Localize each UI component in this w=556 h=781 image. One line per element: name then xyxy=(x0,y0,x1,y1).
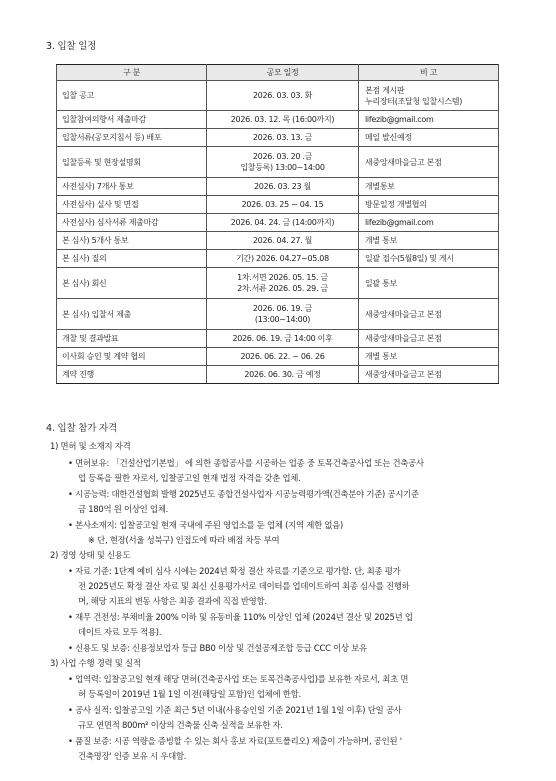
table-row xyxy=(57,232,499,250)
cell-schedule xyxy=(207,147,359,178)
table-row xyxy=(57,81,499,111)
list-item-cont: 업 등록을 필한 자로서, 입찰공고일 현재 법정 자격을 갖춘 업체. xyxy=(78,473,301,483)
list-item: • 시공능력: 대한건설협회 발행 2025년도 종합건설사업자 시공능력평가액(건축분야 기준) 공시기준 xyxy=(68,489,419,499)
section-3-title: 3. 입찰 일정 xyxy=(46,41,97,52)
table-row xyxy=(57,196,499,214)
cell-note xyxy=(359,111,499,129)
schedule-line: 2026. 06. 19. 금 14:00 이후 xyxy=(232,334,333,343)
table-row xyxy=(57,111,499,129)
cell-schedule xyxy=(207,366,359,384)
cell-category: 본 심사) 5개사 통보 xyxy=(57,232,207,250)
note-line: 본점 게시판 xyxy=(365,85,405,95)
cell-category: 본 심사) 회신 xyxy=(57,268,207,299)
table-row xyxy=(57,147,499,178)
list-item-cont: 건축명장' 인증 보유 시 우대함. xyxy=(78,751,187,761)
list-item-cont: 허 등록일이 2019년 1월 1일 이전(해당일 포함)인 업체에 한함. xyxy=(78,689,301,699)
note-line: 일괄 통보 xyxy=(365,278,397,288)
cell-schedule xyxy=(207,111,359,129)
cell-schedule xyxy=(207,330,359,348)
note-line: 개별통보 xyxy=(365,182,395,191)
note-line: 새중앙새마을금고 본점 xyxy=(365,334,442,343)
note-line: lifezib@gmail.com xyxy=(365,218,434,227)
list-item-cont: 전 2025년도 확정 결산 자료 및 최신 신용평가서로 데이터를 업데이트하여 최종 심사를 진행하 xyxy=(78,581,410,591)
schedule-line: 2026. 03. 13. 금 xyxy=(252,133,313,142)
list-item: • 면허보유: 「건설산업기본법」 에 의한 종합공사를 시공하는 업종 중 토목건축공사업 또는 건축공사 xyxy=(68,458,424,468)
note-line: lifezib@gmail.com xyxy=(365,115,434,124)
cell-category: 개찰 및 결과발표 xyxy=(57,330,207,348)
cell-note xyxy=(359,268,499,299)
table-row xyxy=(57,178,499,196)
schedule-line: 2026. 03. 25 ~ 04. 15 xyxy=(241,200,324,209)
cell-category: 입찰서류(공모지침서 등) 배포 xyxy=(57,129,207,147)
note-line: 방문일정 개별협의 xyxy=(365,200,427,209)
schedule-line: 2026. 06. 30. 금 예정 xyxy=(244,370,321,379)
cell-category: 사전심사) 심사서류 제출마감 xyxy=(57,214,207,232)
cell-note xyxy=(359,147,499,178)
cell-note xyxy=(359,196,499,214)
cell-note xyxy=(359,299,499,330)
table-row xyxy=(57,250,499,268)
cell-category: 본 심사) 질의 xyxy=(57,250,207,268)
schedule-line: 2026. 03. 12. 목 (16:00까지) xyxy=(230,115,335,124)
note-line: 개별 통보 xyxy=(365,236,397,245)
table-row xyxy=(57,299,499,330)
schedule-line: 2026. 06. 22. ~ 06. 26 xyxy=(240,352,325,361)
table-row xyxy=(57,348,499,366)
list-item: • 자료 기준: 1단계 예비 심사 시에는 2024년 확정 결산 자료를 기준으로 평가함. 단, 최종 평가 xyxy=(68,566,401,576)
list-item-cont: 며, 해당 지표의 변동 사항은 최종 결과에 직접 반영함. xyxy=(78,596,267,606)
table-row xyxy=(57,129,499,147)
schedule-line: 2차.서류 2026. 05. 29. 금 xyxy=(237,284,328,293)
cell-category: 사전심사) 실사 및 면접 xyxy=(57,196,207,214)
table-row xyxy=(57,366,499,384)
cell-schedule xyxy=(207,196,359,214)
section-4-title: 4. 입찰 참가 자격 xyxy=(46,423,117,434)
note-line: 새중앙새마을금고 본점 xyxy=(365,157,442,167)
cell-category: 입찰참여의향서 제출마감 xyxy=(57,111,207,129)
note-line: 일괄 접수(5월8일) 및 게시 xyxy=(365,254,454,263)
cell-note xyxy=(359,330,499,348)
cell-schedule xyxy=(207,250,359,268)
cell-note xyxy=(359,214,499,232)
header-category: 구 분 xyxy=(57,65,207,81)
note-line: 메일 발신예정 xyxy=(365,133,412,142)
cell-note xyxy=(359,81,499,111)
schedule-table xyxy=(56,64,499,384)
subheading-license: 1) 면허 및 소재지 자격 xyxy=(50,441,131,451)
cell-note xyxy=(359,178,499,196)
cell-schedule xyxy=(207,129,359,147)
cell-schedule xyxy=(207,214,359,232)
subheading-experience: 3) 사업 수행 경력 및 실적 xyxy=(50,658,141,668)
schedule-line: 2026. 04. 24. 금 (14:00까지) xyxy=(230,218,335,227)
list-item: • 본사소재지: 입찰공고일 현재 국내에 주된 영업소를 둔 업체 (지역 제한 없음) xyxy=(68,520,344,530)
header-schedule: 공모 일정 xyxy=(207,65,359,81)
note-item: ※ 단, 현장(서울 성북구) 인접도에 따라 배점 차등 부여 xyxy=(88,535,280,545)
schedule-line: 1차.서면 2026. 05. 15. 금 xyxy=(237,273,328,282)
cell-schedule xyxy=(207,268,359,299)
table-row xyxy=(57,268,499,299)
note-line: 새중앙새마을금고 본점 xyxy=(365,309,442,319)
schedule-line: 2026. 06. 19. 금 xyxy=(252,304,313,313)
cell-note xyxy=(359,129,499,147)
note-line: 새중앙새마을금고 본점 xyxy=(365,370,442,379)
cell-schedule xyxy=(207,348,359,366)
cell-note xyxy=(359,366,499,384)
cell-category: 이사회 승인 및 계약 협의 xyxy=(57,348,207,366)
cell-category: 사전심사) 7개사 통보 xyxy=(57,178,207,196)
cell-category: 입찰등록 및 현장설명회 xyxy=(57,147,207,178)
cell-category: 계약 진행 xyxy=(57,366,207,384)
list-item-cont: 규모 연면적 800m² 이상의 건축물 신축 실적을 보유한 자. xyxy=(78,720,283,730)
list-item: • 업역력: 입찰공고일 현재 해당 면허(건축공사업 또는 토목건축공사업)를 보유한 자로서, 최초 면 xyxy=(68,674,409,684)
cell-note xyxy=(359,348,499,366)
list-item: • 공사 실적: 입찰공고일 기준 최근 5년 이내(사용승인일 기준 2021년 1월 1일 이후) 단일 공사 xyxy=(68,705,402,715)
schedule-line: 2026. 03. 03. 화 xyxy=(252,91,313,100)
cell-note xyxy=(359,250,499,268)
header-note: 비 고 xyxy=(359,65,499,81)
list-item: • 신용도 및 보증: 신용정보업자 등급 BB0 이상 및 건설공제조합 등급 CCC 이상 보유 xyxy=(68,643,367,653)
cell-category: 입찰 공고 xyxy=(57,81,207,111)
schedule-line: (13:00~14:00) xyxy=(254,315,311,324)
table-row xyxy=(57,330,499,348)
note-line: 누리장터(조달청 입찰시스템) xyxy=(365,96,463,106)
cell-schedule xyxy=(207,232,359,250)
schedule-line: 기간) 2026. 04.27~05.08 xyxy=(236,254,329,263)
schedule-line: 2026. 03. 23 월 xyxy=(254,182,311,191)
cell-schedule xyxy=(207,299,359,330)
list-item: • 품질 보증: 시공 역량을 증빙할 수 있는 회사 홍보 자료(포트폴리오) 제출이 가능하며, 공인된 ' xyxy=(68,736,402,746)
table-row xyxy=(57,214,499,232)
cell-note xyxy=(359,232,499,250)
subheading-finance: 2) 경영 상태 및 신용도 xyxy=(50,550,131,560)
note-line: 개별 통보 xyxy=(365,352,397,361)
list-item-cont: 금 180억 원 이상인 업체. xyxy=(78,504,169,514)
list-item-cont: 데이트 자료 모두 적용). xyxy=(78,627,162,637)
cell-schedule xyxy=(207,81,359,111)
schedule-table-header-row xyxy=(57,65,499,81)
schedule-line: 2026. 03. 20 .금 xyxy=(252,152,313,161)
list-item: • 재무 건전성: 부채비율 200% 이하 및 유동비율 110% 이상인 업체 (2024년 결산 및 2025년 업 xyxy=(68,612,413,622)
cell-category: 본 심사) 입찰서 제출 xyxy=(57,299,207,330)
schedule-line: 입찰등록) 13:00~14:00 xyxy=(240,163,325,172)
cell-schedule xyxy=(207,178,359,196)
schedule-line: 2026. 04. 27. 월 xyxy=(252,236,313,245)
